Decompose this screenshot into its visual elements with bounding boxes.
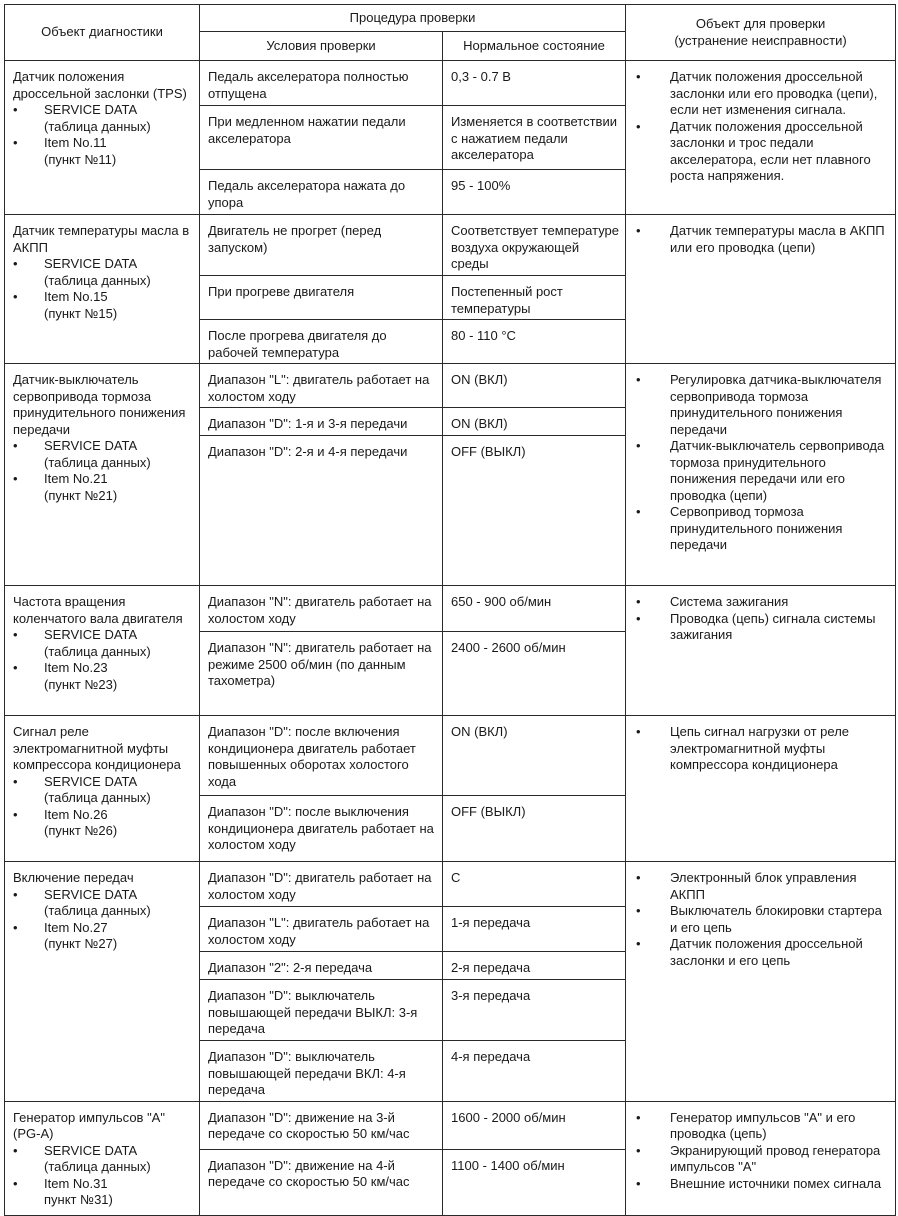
- item-line2: (пункт №11): [44, 151, 117, 167]
- item-line2: (пункт №23): [44, 676, 118, 692]
- normal-state: 650 - 900 об/мин: [443, 586, 626, 632]
- check-condition: Двигатель не прогрет (перед запуском): [200, 215, 443, 276]
- check-condition: Диапазон "D": выключатель повышающей передачи ВЫКЛ: 3-я передача: [200, 980, 443, 1041]
- check-target-text: Генератор импульсов "A" и его проводка (цепь): [670, 1109, 856, 1141]
- normal-state: ON (ВКЛ): [443, 364, 626, 408]
- service-data-item: [13, 438, 193, 471]
- check-condition: Диапазон "D": после включения кондиционера двигатель работает повышенных оборотах холостого хода: [200, 716, 443, 796]
- check-target-text: Датчик положения дроссельной заслонки и трос педали акселератора, если нет плавного роста напряжения.: [670, 118, 871, 183]
- header-target: [626, 5, 896, 61]
- bullet-icon: •: [636, 223, 641, 238]
- check-target-text: Датчик положения дроссельной заслонки и его цепь: [670, 936, 863, 968]
- check-target-list: [634, 223, 889, 256]
- item-line2: (пункт №15): [44, 305, 118, 321]
- service-line2: (таблица данных): [44, 272, 151, 288]
- normal-state: ON (ВКЛ): [443, 408, 626, 436]
- header-target-line1: Объект для проверки: [695, 16, 826, 31]
- normal-state: 3-я передача: [443, 980, 626, 1041]
- service-data-item: [13, 774, 193, 807]
- item-line2: пункт №31): [44, 1192, 113, 1207]
- item-data-item: [13, 807, 193, 840]
- bullet-icon: •: [13, 289, 18, 304]
- bullet-icon: •: [636, 870, 641, 885]
- service-data-item: [13, 1143, 193, 1176]
- bullet-icon: •: [13, 1175, 18, 1191]
- table-row: [5, 586, 896, 632]
- check-target-cell: [626, 215, 896, 364]
- check-target-text: Внешние источники помех сигнала: [670, 1175, 882, 1191]
- bullet-icon: •: [636, 438, 641, 453]
- service-line1: SERVICE DATA: [44, 102, 138, 117]
- bullet-icon: •: [13, 135, 18, 150]
- check-target-item: [634, 903, 889, 936]
- check-target-item: [634, 372, 889, 438]
- check-target-cell: [626, 586, 896, 716]
- bullet-icon: •: [13, 660, 18, 675]
- check-condition: При медленном нажатии педали акселератора: [200, 106, 443, 170]
- header-target-line2: (устранение неисправности): [674, 32, 847, 48]
- bullet-icon: •: [13, 256, 18, 271]
- check-target-cell: [626, 716, 896, 862]
- service-data-list: [13, 887, 193, 953]
- normal-state: 2-я передача: [443, 952, 626, 980]
- bullet-icon: •: [636, 724, 641, 739]
- item-line2: (пункт №21): [44, 487, 118, 503]
- table-row: [5, 862, 896, 907]
- item-data-item: [13, 471, 193, 504]
- check-target-item: [634, 1143, 889, 1176]
- check-target-item: [634, 936, 889, 969]
- bullet-icon: •: [13, 919, 18, 935]
- check-target-cell: [626, 61, 896, 215]
- check-target-item: [634, 223, 889, 256]
- check-target-cell: [626, 364, 896, 586]
- service-data-list: [13, 1143, 193, 1209]
- service-line2: (таблица данных): [44, 790, 151, 805]
- check-target-text: Датчик-выключатель сервопривода тормоза принудительного понижения передачи или его проводка (цепи): [670, 438, 885, 503]
- check-target-item: [634, 594, 889, 611]
- item-line1: Item No.21: [44, 471, 108, 486]
- check-condition: Диапазон "D": выключатель повышающей передачи ВКЛ: 4-я передача: [200, 1041, 443, 1102]
- check-target-text: Сервопривод тормоза принудительного понижения передачи: [670, 504, 843, 552]
- bullet-icon: •: [636, 69, 641, 84]
- item-data-item: [13, 660, 193, 693]
- normal-state: 1-я передача: [443, 907, 626, 952]
- check-condition: Диапазон "D": движение на 3-й передаче со скоростью 50 км/час: [200, 1101, 443, 1149]
- table-row: [5, 364, 896, 408]
- item-line1: Item No.15: [44, 289, 108, 304]
- check-target-text: Датчик положения дроссельной заслонки или его проводка (цепи), если нет изменения сигнала.: [670, 69, 878, 117]
- diagnostic-object-title: Генератор импульсов "A" (PG-A): [13, 1109, 165, 1141]
- check-target-list: [634, 1110, 889, 1193]
- check-condition: После прогрева двигателя до рабочей температура: [200, 320, 443, 364]
- table-row: [5, 215, 896, 276]
- bullet-icon: •: [636, 594, 641, 609]
- bullet-icon: •: [636, 610, 641, 626]
- diagnostic-object-title: Включение передач: [13, 870, 134, 885]
- check-condition: Диапазон "D": двигатель работает на холостом ходу: [200, 862, 443, 907]
- check-target-list: [634, 372, 889, 554]
- normal-state: 95 - 100%: [443, 170, 626, 215]
- diagnostic-object-cell: [5, 61, 200, 215]
- service-line2: (таблица данных): [44, 118, 151, 134]
- item-line1: Item No.31: [44, 1175, 108, 1191]
- check-condition: Диапазон "L": двигатель работает на холостом ходу: [200, 907, 443, 952]
- diagnostic-object-title: Датчик-выключатель сервопривода тормоза принудительного понижения передачи: [13, 372, 186, 437]
- check-target-cell: [626, 862, 896, 1102]
- bullet-icon: •: [636, 1175, 641, 1191]
- check-condition: Педаль акселератора полностью отпущена: [200, 61, 443, 106]
- check-target-item: [634, 870, 889, 903]
- service-data-list: [13, 627, 193, 693]
- check-condition: Диапазон "L": двигатель работает на холостом ходу: [200, 364, 443, 408]
- service-line2: (таблица данных): [44, 454, 151, 470]
- normal-state: 1100 - 1400 об/мин: [443, 1149, 626, 1215]
- bullet-icon: •: [636, 936, 641, 951]
- normal-state: ON (ВКЛ): [443, 716, 626, 796]
- bullet-icon: •: [13, 886, 18, 902]
- check-target-item: [634, 504, 889, 554]
- check-target-item: [634, 119, 889, 185]
- item-data-item: [13, 135, 193, 168]
- check-target-item: [634, 724, 889, 774]
- check-target-text: Цепь сигнал нагрузки от реле электромагнитной муфты компрессора кондиционера: [670, 724, 850, 772]
- check-target-text: Проводка (цепь) сигнала системы зажигания: [670, 610, 876, 642]
- header-procedure: Процедура проверки: [200, 5, 626, 32]
- check-target-item: [634, 1110, 889, 1143]
- service-line1: SERVICE DATA: [44, 773, 138, 789]
- item-data-item: [13, 289, 193, 322]
- check-target-text: Датчик температуры масла в АКПП или его проводка (цепи): [670, 223, 885, 255]
- normal-state: Соответствует температуре воздуха окружающей среды: [443, 215, 626, 276]
- table-row: [5, 1101, 896, 1149]
- check-condition: Педаль акселератора нажата до упора: [200, 170, 443, 215]
- item-line2: (пункт №26): [44, 823, 118, 838]
- diagnostic-object-cell: [5, 716, 200, 862]
- check-target-item: [634, 611, 889, 644]
- bullet-icon: •: [636, 1142, 641, 1158]
- check-target-text: Система зажигания: [670, 594, 789, 609]
- check-condition: Диапазон "D": движение на 4-й передаче со скоростью 50 км/час: [200, 1149, 443, 1215]
- service-data-item: [13, 102, 193, 135]
- normal-state: Изменяется в соответствии с нажатием педали акселератора: [443, 106, 626, 170]
- check-target-text: Выключатель блокировки стартера и его цепь: [670, 903, 882, 935]
- item-line1: Item No.27: [44, 919, 108, 935]
- check-condition: Диапазон "N": двигатель работает на режиме 2500 об/мин (по данным тахометра): [200, 632, 443, 716]
- service-line1: SERVICE DATA: [44, 886, 138, 902]
- diagnostic-object-title: Датчик температуры масла в АКПП: [13, 223, 190, 255]
- diagnostic-object-cell: [5, 586, 200, 716]
- diagnostic-object-cell: [5, 364, 200, 586]
- normal-state: С: [443, 862, 626, 907]
- service-data-item: [13, 256, 193, 289]
- service-data-item: [13, 887, 193, 920]
- item-line1: Item No.11: [44, 135, 107, 150]
- service-line2: (таблица данных): [44, 903, 151, 918]
- check-target-text: Электронный блок управления АКПП: [670, 870, 857, 902]
- check-condition: Диапазон "N": двигатель работает на холостом ходу: [200, 586, 443, 632]
- diagnostic-object-title: Сигнал реле электромагнитной муфты компрессора кондиционера: [13, 724, 181, 772]
- normal-state: 1600 - 2000 об/мин: [443, 1101, 626, 1149]
- check-target-item: [634, 69, 889, 119]
- header-object: Объект диагностики: [5, 5, 200, 61]
- table-row: [5, 61, 896, 106]
- diagnostic-object-title: Частота вращения коленчатого вала двигателя: [13, 594, 183, 626]
- normal-state: OFF (ВЫКЛ): [443, 436, 626, 586]
- bullet-icon: •: [13, 773, 18, 789]
- service-line1: SERVICE DATA: [44, 438, 138, 453]
- item-line1: Item No.26: [44, 806, 108, 822]
- normal-state: OFF (ВЫКЛ): [443, 796, 626, 862]
- check-condition: При прогреве двигателя: [200, 276, 443, 320]
- header-conditions: Условия проверки: [200, 32, 443, 61]
- bullet-icon: •: [13, 102, 18, 117]
- diagnostic-object-cell: [5, 1101, 200, 1215]
- service-data-list: [13, 774, 193, 840]
- service-line2: (таблица данных): [44, 643, 151, 659]
- item-data-item: [13, 920, 193, 953]
- bullet-icon: •: [636, 1109, 641, 1125]
- diagnostic-object-cell: [5, 215, 200, 364]
- diagnostics-table: [4, 4, 896, 1216]
- diagnostic-object-title: Датчик положения дроссельной заслонки (TPS): [13, 69, 187, 101]
- check-target-list: [634, 594, 889, 644]
- check-target-list: [634, 724, 889, 774]
- service-line1: SERVICE DATA: [44, 627, 138, 642]
- check-target-list: [634, 69, 889, 185]
- normal-state: 80 - 110 °C: [443, 320, 626, 364]
- service-line1: SERVICE DATA: [44, 256, 138, 271]
- normal-state: 2400 - 2600 об/мин: [443, 632, 626, 716]
- check-target-item: [634, 438, 889, 504]
- bullet-icon: •: [13, 471, 18, 486]
- check-condition: Диапазон "D": после выключения кондиционера двигатель работает на холостом ходу: [200, 796, 443, 862]
- item-line2: (пункт №27): [44, 936, 118, 951]
- bullet-icon: •: [13, 806, 18, 822]
- check-condition: Диапазон "D": 1-я и 3-я передачи: [200, 408, 443, 436]
- item-line1: Item No.23: [44, 660, 108, 675]
- check-target-text: Экранирующий провод генератора импульсов "A": [670, 1142, 881, 1174]
- normal-state: 0,3 - 0.7 В: [443, 61, 626, 106]
- normal-state: 4-я передача: [443, 1041, 626, 1102]
- service-line2: (таблица данных): [44, 1159, 151, 1174]
- bullet-icon: •: [636, 504, 641, 519]
- service-data-list: [13, 438, 193, 504]
- service-line1: SERVICE DATA: [44, 1142, 138, 1158]
- service-data-item: [13, 627, 193, 660]
- normal-state: Постепенный рост температуры: [443, 276, 626, 320]
- check-target-text: Регулировка датчика-выключателя сервопривода тормоза принудительного понижения передачи: [670, 372, 882, 437]
- bullet-icon: •: [636, 903, 641, 918]
- bullet-icon: •: [13, 438, 18, 453]
- check-target-cell: [626, 1101, 896, 1215]
- service-data-list: [13, 102, 193, 168]
- check-condition: Диапазон "D": 2-я и 4-я передачи: [200, 436, 443, 586]
- bullet-icon: •: [13, 627, 18, 642]
- diagnostic-object-cell: [5, 862, 200, 1102]
- bullet-icon: •: [13, 1142, 18, 1158]
- check-target-list: [634, 870, 889, 969]
- header-normal: Нормальное состояние: [443, 32, 626, 61]
- bullet-icon: •: [636, 118, 641, 134]
- check-target-item: [634, 1176, 889, 1193]
- check-condition: Диапазон "2": 2-я передача: [200, 952, 443, 980]
- item-data-item: [13, 1176, 193, 1209]
- bullet-icon: •: [636, 372, 641, 387]
- service-data-list: [13, 256, 193, 322]
- table-row: [5, 716, 896, 796]
